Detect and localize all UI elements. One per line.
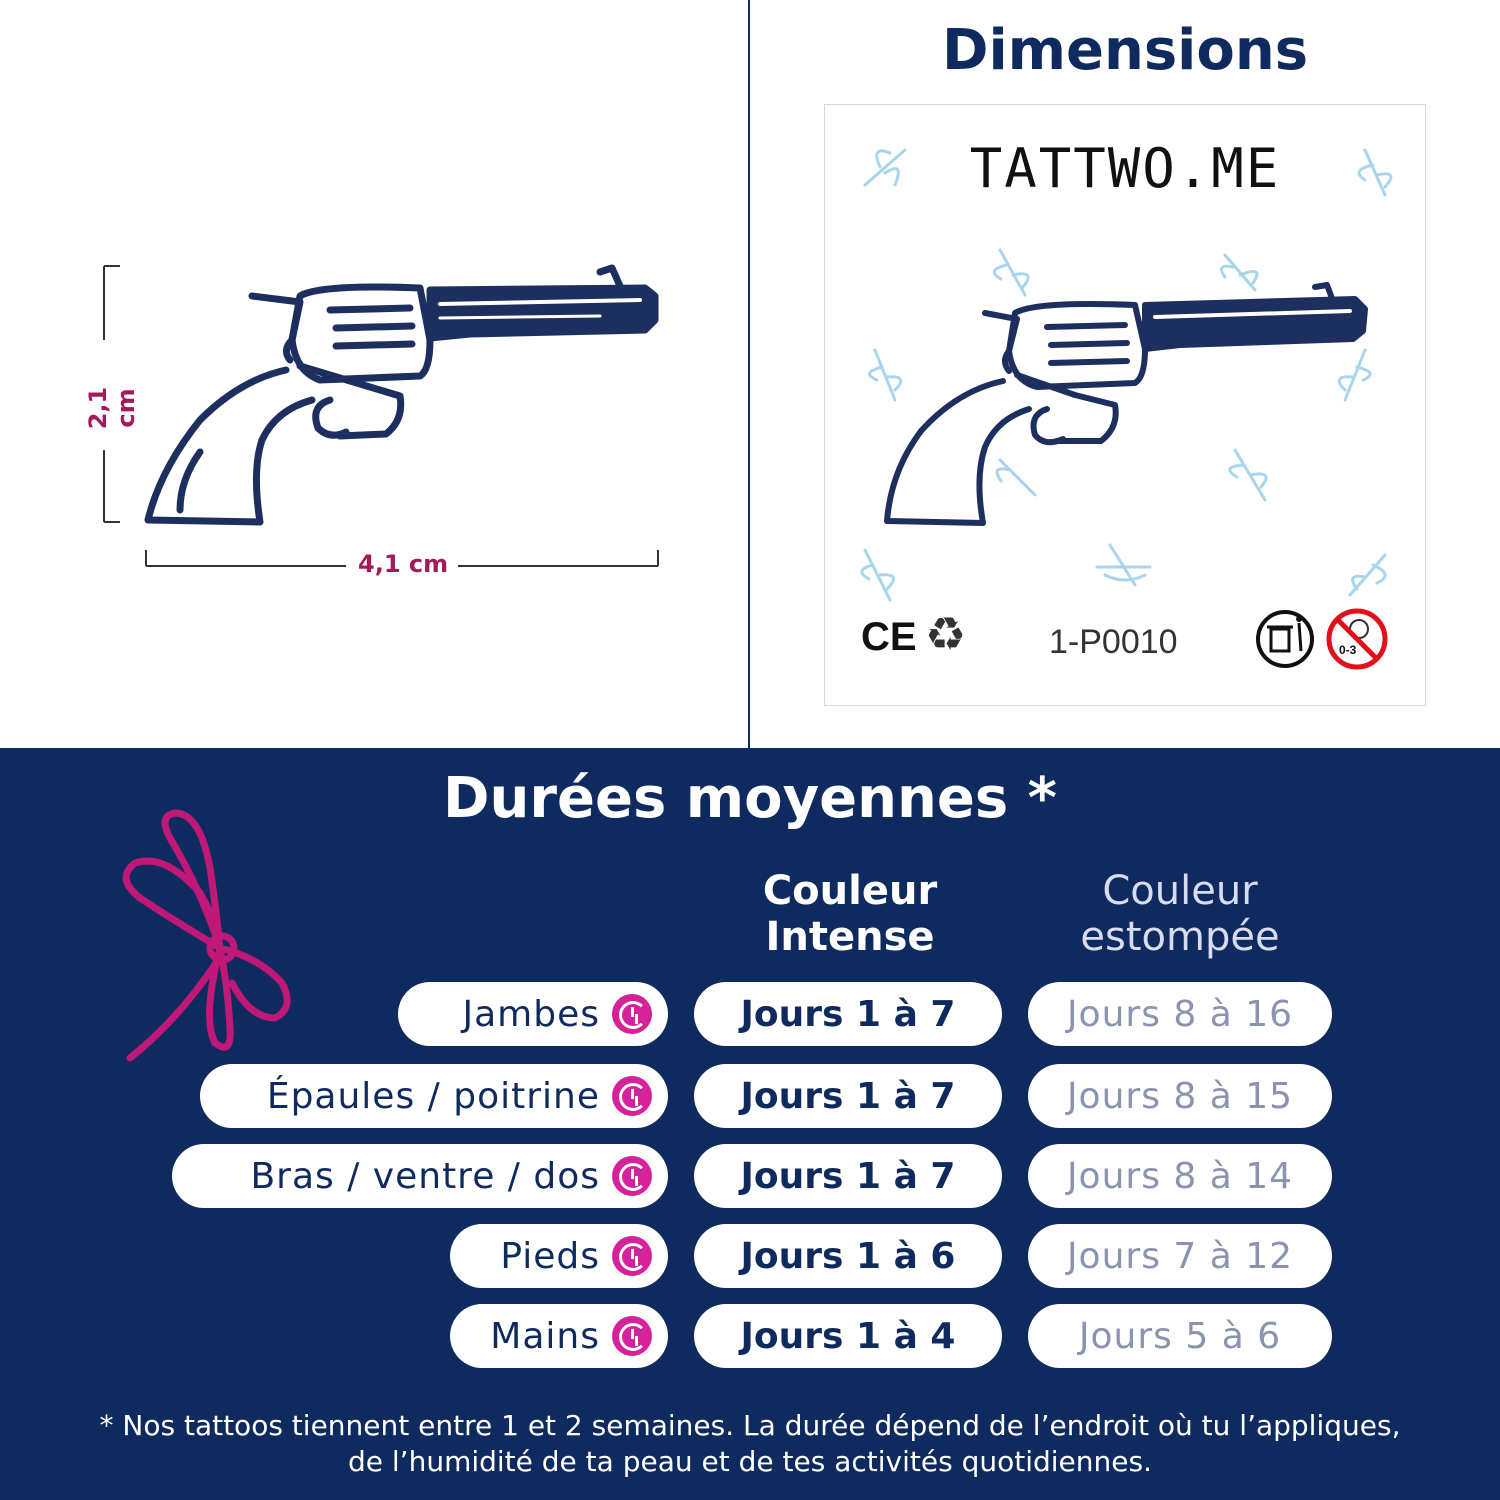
footnote-line-1: * Nos tattoos tiennent entre 1 et 2 semaines. La durée dépend de l’endroit où tu l’appliques, bbox=[99, 1409, 1401, 1442]
faded-duration-pill: Jours 7 à 12 bbox=[1028, 1224, 1332, 1288]
product-code: 1-P0010 bbox=[1049, 623, 1178, 661]
zone-label: Mains bbox=[490, 1315, 600, 1357]
revolver-icon bbox=[887, 285, 1365, 523]
zone-pill bbox=[172, 1144, 668, 1208]
durations-section bbox=[0, 748, 1500, 1500]
clock-icon bbox=[612, 1316, 652, 1356]
zone-pill bbox=[398, 982, 668, 1046]
ce-mark: CE bbox=[861, 615, 917, 659]
column-header-intense-line1: Couleur bbox=[762, 868, 938, 914]
clock-icon bbox=[612, 1076, 652, 1116]
zone-label: Épaules / poitrine bbox=[266, 1075, 600, 1117]
dimensions-title: Dimensions bbox=[941, 18, 1309, 83]
recycle-icon: ♻ bbox=[925, 607, 967, 661]
footnote bbox=[0, 1408, 1500, 1480]
table-row bbox=[0, 1064, 1500, 1128]
faded-duration-pill: Jours 8 à 15 bbox=[1028, 1064, 1332, 1128]
clock-icon bbox=[612, 1236, 652, 1276]
trash-icon bbox=[1258, 612, 1312, 666]
footnote-line-2: de l’humidité de ta peau et de tes activités quotidiennes. bbox=[348, 1445, 1152, 1478]
width-label: 4,1 cm bbox=[358, 550, 449, 578]
table-row bbox=[0, 982, 1500, 1046]
column-header-intense bbox=[700, 868, 1000, 960]
table-row bbox=[0, 1304, 1500, 1368]
zone-pill bbox=[450, 1304, 668, 1368]
height-label: 2,1 cm bbox=[84, 386, 140, 430]
clock-icon bbox=[612, 994, 652, 1034]
zone-label: Jambes bbox=[462, 993, 600, 1035]
column-header-faded-line2: estompée bbox=[1080, 914, 1280, 960]
age-warning-label: 0-3 bbox=[1339, 643, 1357, 657]
intense-duration-pill: Jours 1 à 6 bbox=[694, 1224, 1002, 1288]
faded-duration-pill: Jours 5 à 6 bbox=[1028, 1304, 1332, 1368]
table-row bbox=[0, 1144, 1500, 1208]
intense-duration-pill: Jours 1 à 7 bbox=[694, 1064, 1002, 1128]
tattoo-sheet-card bbox=[824, 104, 1426, 706]
brand-logo: TATTWO.ME bbox=[969, 137, 1281, 200]
faded-duration-pill: Jours 8 à 16 bbox=[1028, 982, 1332, 1046]
intense-duration-pill: Jours 1 à 4 bbox=[694, 1304, 1002, 1368]
dragonfly-icon bbox=[862, 150, 1391, 600]
revolver-icon bbox=[148, 268, 655, 522]
no-baby-icon bbox=[1329, 611, 1385, 667]
faded-duration-pill: Jours 8 à 14 bbox=[1028, 1144, 1332, 1208]
zone-pill bbox=[200, 1064, 668, 1128]
table-row bbox=[0, 1224, 1500, 1288]
revolver-dimension-drawing bbox=[0, 0, 748, 748]
intense-duration-pill: Jours 1 à 7 bbox=[694, 982, 1002, 1046]
vertical-divider bbox=[748, 0, 750, 748]
top-section bbox=[0, 0, 1500, 748]
durations-title: Durées moyennes * bbox=[443, 766, 1057, 831]
column-header-faded-line1: Couleur bbox=[1102, 868, 1258, 914]
intense-duration-pill: Jours 1 à 7 bbox=[694, 1144, 1002, 1208]
column-header-faded bbox=[1030, 868, 1330, 960]
zone-label: Pieds bbox=[500, 1235, 600, 1277]
column-header-intense-line2: Intense bbox=[765, 914, 935, 960]
zone-label: Bras / ventre / dos bbox=[250, 1155, 600, 1197]
zone-pill bbox=[450, 1224, 668, 1288]
clock-icon bbox=[612, 1156, 652, 1196]
